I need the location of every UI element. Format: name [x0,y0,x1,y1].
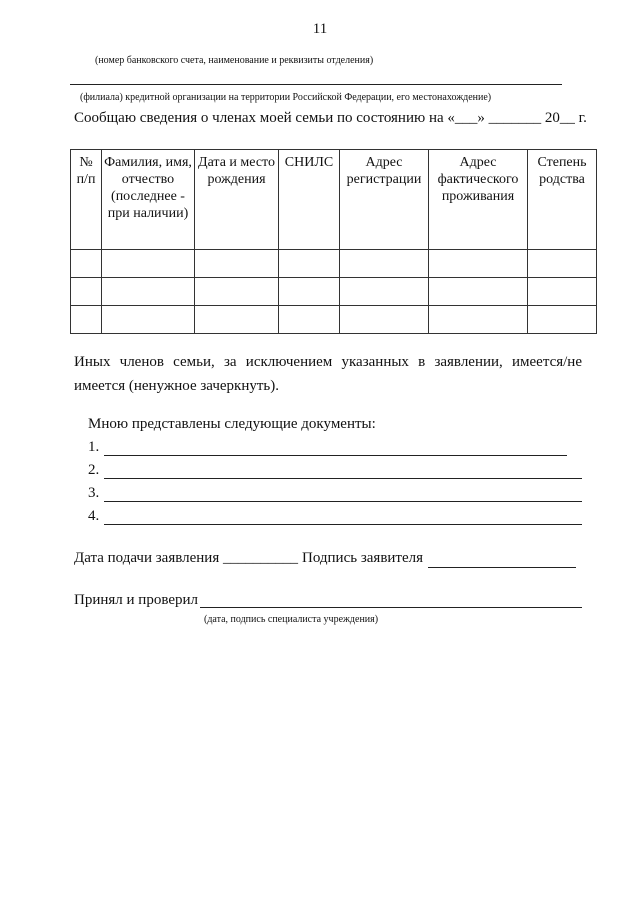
table-cell[interactable] [429,278,528,306]
accepted-signature-line[interactable] [200,607,582,608]
table-cell[interactable] [340,278,429,306]
document-item-number: 1. [88,439,100,455]
table-header-row [71,150,597,250]
page-number: 11 [312,21,328,37]
col-header-birth: Дата и место рождения [195,150,279,250]
document-line-4[interactable] [104,524,582,525]
table-cell[interactable] [102,306,195,334]
applicant-signature-label: Подпись заявителя [302,550,424,566]
table-cell[interactable] [279,306,340,334]
table-cell[interactable] [71,250,102,278]
table-cell[interactable] [340,250,429,278]
applicant-signature-line[interactable] [428,567,576,568]
other-members-text: Иных членов семьи, за исключением указанных в заявлении, имеется/не имеется (ненужное зачеркнуть). [74,354,582,394]
table-cell[interactable] [102,250,195,278]
col-header-number: № п/п [71,150,102,250]
table-cell[interactable] [195,306,279,334]
bank-account-caption: (номер банковского счета, наименование и реквизиты отделения) [95,55,374,66]
col-header-relation: Степень родства [528,150,597,250]
document-line-2[interactable] [104,478,582,479]
documents-heading: Мною представлены следующие документы: [88,416,376,432]
table-cell[interactable] [429,306,528,334]
document-item-number: 3. [88,485,100,501]
table-cell[interactable] [195,250,279,278]
accepted-caption: (дата, подпись специалиста учреждения) [204,614,379,625]
accepted-label: Принял и проверил [74,592,198,608]
col-header-registration: Адрес регистрации [340,150,429,250]
table-cell[interactable] [340,306,429,334]
table-cell[interactable] [429,250,528,278]
table-cell[interactable] [279,278,340,306]
document-item-number: 2. [88,462,100,478]
family-members-table [70,149,597,334]
table-cell[interactable] [528,306,597,334]
table-cell[interactable] [528,278,597,306]
table-cell[interactable] [528,250,597,278]
table-row [71,250,597,278]
branch-caption: (филиала) кредитной организации на территории Российской Федерации, его местонахождение) [80,92,492,103]
branch-blank-line [70,84,562,85]
document-item-number: 4. [88,508,100,524]
document-line-3[interactable] [104,501,582,502]
col-header-full-name: Фамилия, имя, отчество (последнее - при наличии) [102,150,195,250]
table-row [71,278,597,306]
table-cell[interactable] [195,278,279,306]
table-row [71,306,597,334]
table-cell[interactable] [279,250,340,278]
table-cell[interactable] [71,306,102,334]
intro-text: Сообщаю сведения о членах моей семьи по состоянию на «___» _______ 20__ г. [74,110,587,126]
application-date-label: Дата подачи заявления __________ [74,550,298,566]
col-header-residence: Адрес фактического проживания [429,150,528,250]
table-cell[interactable] [71,278,102,306]
document-line-1[interactable] [104,455,567,456]
table-cell[interactable] [102,278,195,306]
col-header-snils: СНИЛС [279,150,340,250]
